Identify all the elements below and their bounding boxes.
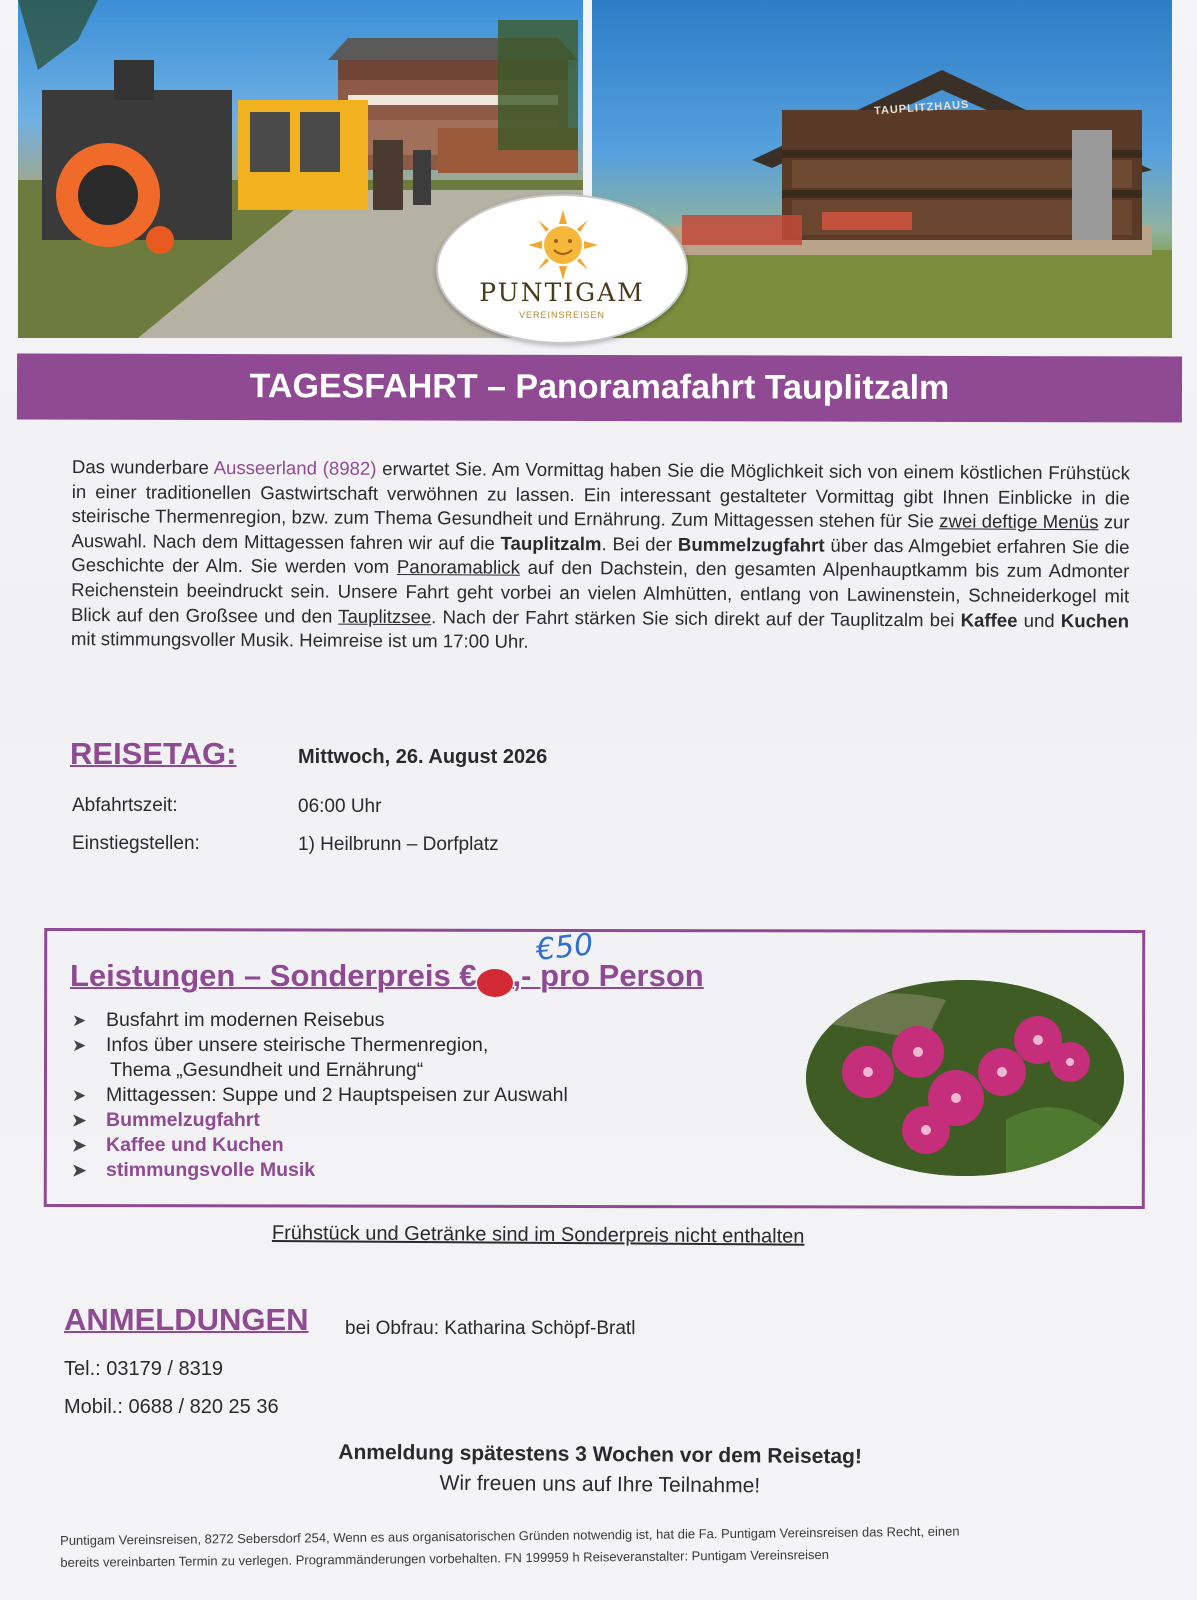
arrowhead-bullet-icon: ➤ [72, 1136, 87, 1155]
footer-line: Puntigam Vereinsreisen, 8272 Sebersdorf 254, Wenn es aus organisatorischen Gründen notwendig ist, hat die Fa. Puntigam Vereinsreisen das Recht, einen [60, 1523, 960, 1548]
arrowhead-bullet-icon: ➤ [72, 1011, 87, 1030]
intro-text: über das Almgebiet erfahren Sie die Geschichte der Alm. Sie werden vom [71, 534, 1130, 578]
list-item-text: Infos über unsere steirische Thermenregion, [106, 1034, 489, 1056]
arrowhead-bullet-icon: ➤ [72, 1111, 87, 1130]
list-item [72, 1108, 568, 1133]
boarding-location: 1) Heilbrunn – Dorfplatz [298, 834, 499, 855]
list-item-text: Kaffee und Kuchen [106, 1134, 284, 1156]
list-item [72, 1133, 568, 1158]
thank-you-text: Wir freuen uns auf Ihre Teilnahme! [439, 1471, 761, 1498]
intro-text: auf den Dachstein, den gesamten Alpenhauptkamm bis zum Admonter Reichenstein beeindruckt sein. Unsere Fahrt geht vorbei an vielen Almhütten, entlang von Lawinenstein, Schneiderkogel mit Blick auf den Großsee und den [70, 557, 1130, 627]
reisetag-heading: REISETAG: [70, 736, 237, 771]
services-heading-prefix: Leistungen – Sonderpreis € [70, 958, 477, 993]
list-item [72, 1008, 568, 1033]
flower-illustration [806, 980, 1124, 1176]
arrowhead-bullet-icon: ➤ [72, 1161, 87, 1180]
footer-line: bereits vereinbarten Termin zu verlegen. Programmänderungen vorbehalten. FN 199959 h Reiseveranstalter: Puntigam Vereinsreisen [60, 1546, 830, 1570]
list-item-text: stimmungsvolle Musik [106, 1159, 316, 1181]
menus-highlight: zwei deftige Menüs [939, 510, 1099, 533]
footer-legal [60, 1519, 1120, 1574]
arrowhead-bullet-icon: ➤ [72, 1036, 87, 1055]
list-item-text: Mittagessen: Suppe und 2 Hauptspeisen zur Auswahl [106, 1084, 568, 1106]
panorama-highlight: Panoramablick [396, 556, 520, 579]
list-item [72, 1083, 568, 1108]
list-item-text: Busfahrt im modernen Reisebus [106, 1009, 385, 1031]
registration-deadline: Anmeldung spätestens 3 Wochen vor dem Reisetag! [338, 1440, 863, 1469]
hut-sign: TAUPLITZHAUS [873, 98, 970, 118]
alm-highlight: Tauplitzalm [500, 532, 602, 555]
list-item-continuation: Thema „Gesundheit und Ernährung“ [110, 1059, 424, 1081]
title-bar [17, 353, 1182, 422]
intro-text: Das wunderbare [71, 455, 214, 478]
departure-label: Abfahrtszeit: [72, 795, 178, 816]
services-heading [70, 958, 704, 997]
region-highlight: Ausseerland (8982) [213, 456, 377, 479]
intro-text: erwartet Sie. Am Vormittag haben Sie die Möglichkeit sich von einem köstlichen Frühstück in einer traditionellen Gastwirtschaft verwöhnen zu lassen. Ein interessant gestalteter Vormittag gibt Ihnen Einblicke in die steirische Thermenregion, bzw. zum Thema Gesundheit und Ernährung. Zum Mittagessen stehen für Sie [71, 457, 1130, 532]
travel-date: Mittwoch, 26. August 2026 [298, 746, 548, 768]
intro-paragraph [71, 455, 1130, 658]
services-heading-suffix: ,- pro Person [512, 958, 704, 993]
logo-subtitle: VEREINSREISEN [518, 310, 606, 320]
handwritten-price: €50 [534, 927, 595, 968]
intro-text: . Nach der Fahrt stärken Sie sich direkt auf der Tauplitzalm bei [431, 605, 961, 630]
kuchen-highlight: Kuchen [1060, 609, 1130, 632]
logo-wordmark: PUNTIGAM [479, 278, 645, 307]
list-item-text: Bummelzugfahrt [106, 1109, 260, 1131]
kaffee-highlight: Kaffee [960, 608, 1018, 631]
crossed-out-price: 42 [477, 969, 513, 997]
primrose-flowers-image [806, 980, 1124, 1176]
bummelzug-highlight: Bummelzugfahrt [677, 533, 825, 556]
phone-number: Tel.: 03179 / 8319 [64, 1358, 224, 1380]
page-title: TAGESFAHRT – Panoramafahrt Tauplitzalm [249, 367, 950, 407]
intro-text: zur Auswahl. Nach dem Mittagessen fahren wir auf die [71, 511, 1130, 554]
services-list [72, 1008, 568, 1183]
price-exclusion-note: Frühstück und Getränke sind im Sonderpreis nicht enthalten [271, 1222, 805, 1248]
sun-logo-icon [528, 210, 598, 280]
departure-time: 06:00 Uhr [298, 796, 382, 817]
intro-text: mit stimmungsvoller Musik. Heimreise ist um 17:00 Uhr. [70, 628, 529, 652]
puntigam-logo [436, 194, 688, 344]
intro-text: und [1017, 609, 1061, 631]
registration-heading: ANMELDUNGEN [64, 1302, 309, 1337]
list-item [72, 1158, 568, 1183]
see-highlight: Tauplitzsee [338, 605, 432, 627]
mobile-number: Mobil.: 0688 / 820 25 36 [64, 1396, 279, 1418]
registration-contact: bei Obfrau: Katharina Schöpf-Bratl [345, 1318, 636, 1339]
list-item [72, 1033, 568, 1083]
closing-message [300, 1437, 901, 1502]
arrowhead-bullet-icon: ➤ [72, 1086, 87, 1105]
intro-text: . Bei der [601, 533, 679, 555]
boarding-label: Einstiegstellen: [72, 833, 200, 854]
